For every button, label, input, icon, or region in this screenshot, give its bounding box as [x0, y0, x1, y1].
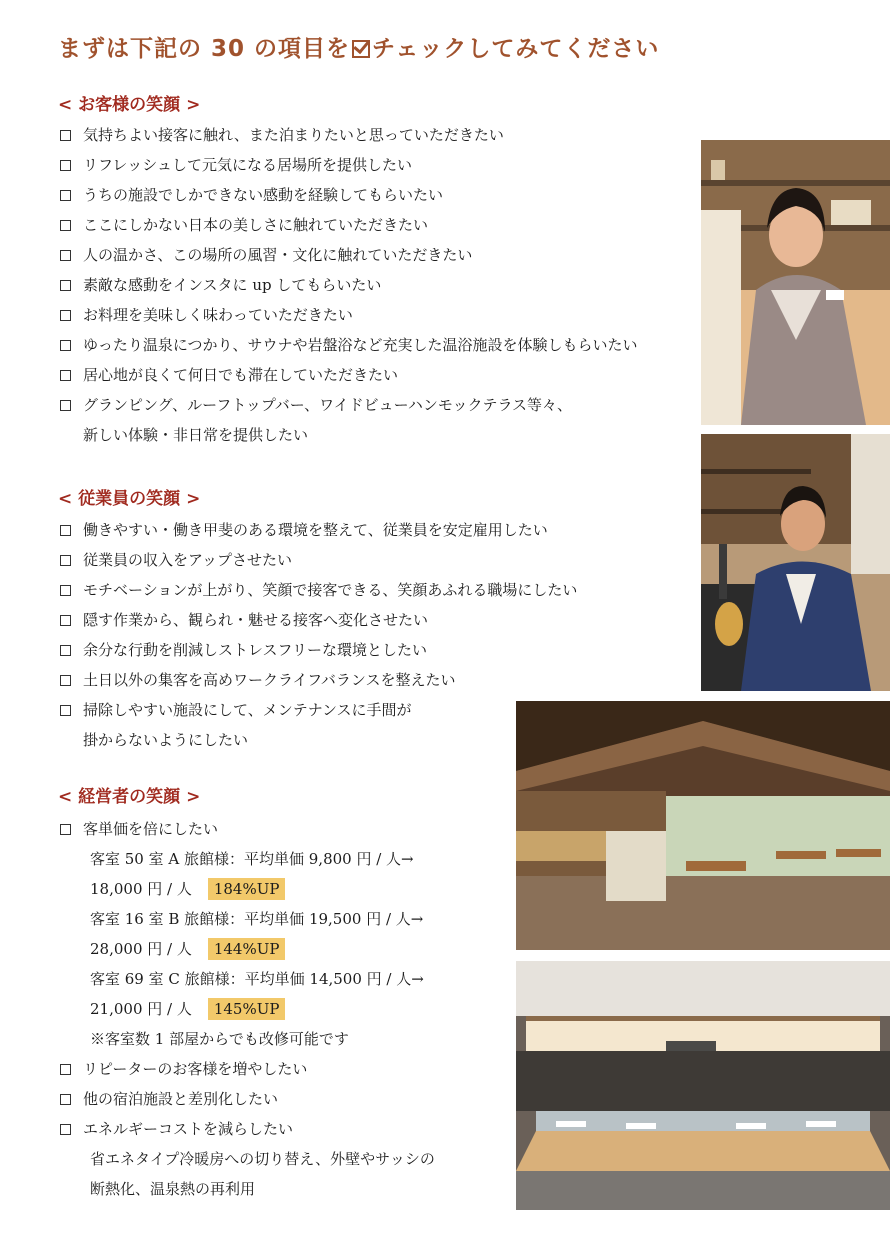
checklist-item[interactable]	[60, 1054, 307, 1084]
checkbox-icon[interactable]	[60, 615, 71, 626]
checklist-item[interactable]	[60, 1084, 278, 1114]
checklist-item[interactable]	[60, 695, 412, 725]
checklist-item[interactable]	[60, 814, 218, 844]
checklist-item-label: 従業員の収入をアップさせたい	[83, 551, 292, 569]
checkbox-icon[interactable]	[60, 824, 71, 835]
checklist-item-label: うちの施設でしかできない感動を経験してもらいたい	[83, 186, 444, 204]
checklist-item[interactable]	[60, 575, 577, 605]
checklist-item-label: お料理を美味しく味わっていただきたい	[83, 306, 353, 324]
checkbox-icon[interactable]	[60, 1124, 71, 1135]
checklist-item-label: エネルギーコストを減らしたい	[83, 1120, 294, 1138]
case-result-price: 21,000 円 / 人	[90, 1000, 192, 1018]
checkbox-icon[interactable]	[60, 645, 71, 656]
section-heading-guests: < お客様の笑顔 >	[58, 95, 201, 115]
checklist-item-label: 余分な行動を削減しストレスフリーな環境としたい	[83, 641, 427, 659]
case-result	[90, 874, 285, 904]
checklist-item[interactable]	[60, 665, 455, 695]
checklist-item-label: リフレッシュして元気になる居場所を提供したい	[83, 156, 412, 174]
checklist-item-label: 素敵な感動をインスタに up してもらいたい	[83, 276, 382, 294]
checklist-item[interactable]	[60, 210, 428, 240]
checkbox-icon[interactable]	[60, 370, 71, 381]
checkbox-icon[interactable]	[60, 340, 71, 351]
checklist-item-label: 客単価を倍にしたい	[83, 820, 219, 838]
staff-man-photo	[701, 434, 890, 691]
checkbox-icon[interactable]	[60, 160, 71, 171]
checklist-item[interactable]	[60, 180, 443, 210]
checklist-item-label: ゆったり温泉につかり、サウナや岩盤浴など充実した温浴施設を体験しもらいたい	[83, 336, 638, 354]
case-result	[90, 994, 285, 1024]
checkbox-icon[interactable]	[60, 675, 71, 686]
checklist-item-label: 他の宿泊施設と差別化したい	[83, 1090, 279, 1108]
checklist-item[interactable]	[60, 635, 427, 665]
checkbox-icon[interactable]	[60, 220, 71, 231]
checkbox-icon[interactable]	[60, 585, 71, 596]
checklist-item-continuation: 掛からないようにしたい	[83, 731, 249, 749]
checklist-item[interactable]	[60, 1114, 293, 1144]
checklist-item[interactable]	[60, 605, 428, 635]
title-text-before: まずは下記の 30 の項目を	[58, 36, 351, 62]
note: ※客室数 1 部屋からでも改修可能です	[90, 1030, 349, 1048]
checklist-item-label: グランピング、ルーフトップバー、ワイドビューハンモックテラス等々、	[83, 396, 573, 414]
sub-line: 省エネタイプ冷暖房への切り替え、外壁やサッシの	[90, 1150, 435, 1168]
checkbox-icon[interactable]	[60, 1064, 71, 1075]
section-heading-staff: < 従業員の笑顔 >	[58, 489, 201, 509]
section-heading-owner: < 経営者の笑顔 >	[58, 787, 201, 807]
title-text-after: チェックしてみてください	[372, 36, 660, 62]
case-result	[90, 934, 285, 964]
case-result-price: 28,000 円 / 人	[90, 940, 192, 958]
checklist-item-label: 人の温かさ、この場所の風習・文化に触れていただきたい	[83, 246, 473, 264]
checkbox-icon[interactable]	[60, 310, 71, 321]
checklist-item-label: ここにしかない日本の美しさに触れていただきたい	[83, 216, 429, 234]
checkbox-icon[interactable]	[60, 130, 71, 141]
case-line: 客室 69 室 C 旅館様：平均単価 14,500 円 / 人→	[90, 970, 424, 988]
checklist-item-continuation: 新しい体験・非日常を提供したい	[83, 426, 309, 444]
buffet-counter-photo	[516, 961, 890, 1210]
checklist-item[interactable]	[60, 360, 398, 390]
case-line: 客室 16 室 B 旅館様：平均単価 19,500 円 / 人→	[90, 910, 424, 928]
checklist-item[interactable]	[60, 300, 353, 330]
page-title	[58, 30, 659, 63]
checklist-item-label: モチベーションが上がり、笑顔で接客できる、笑顔あふれる職場にしたい	[83, 581, 578, 599]
checklist-item[interactable]	[60, 120, 504, 150]
checklist-item[interactable]	[60, 270, 381, 300]
checklist-item-label: 働きやすい・働き甲斐のある環境を整えて、従業員を安定雇用したい	[83, 521, 548, 539]
checklist-item-label: 隠す作業から、観られ・魅せる接客へ変化させたい	[83, 611, 429, 629]
checklist-item[interactable]	[60, 330, 638, 360]
checkbox-icon[interactable]	[60, 525, 71, 536]
checkbox-icon[interactable]	[60, 190, 71, 201]
dining-hall-photo	[516, 701, 890, 950]
checkbox-icon[interactable]	[60, 555, 71, 566]
staff-woman-photo	[701, 140, 890, 425]
checklist-item-label: 居心地が良くて何日でも滞在していただきたい	[83, 366, 399, 384]
checklist-item-label: リピーターのお客様を増やしたい	[83, 1060, 308, 1078]
checkbox-icon[interactable]	[60, 250, 71, 261]
checkbox-checked-icon	[352, 40, 370, 58]
sub-line: 断熱化、温泉熱の再利用	[90, 1180, 256, 1198]
checklist-item[interactable]	[60, 150, 412, 180]
checkbox-icon[interactable]	[60, 280, 71, 291]
checklist-item-label: 気持ちよい接客に触れ、また泊まりたいと思っていただきたい	[83, 126, 504, 144]
checklist-item[interactable]	[60, 545, 292, 575]
checkbox-icon[interactable]	[60, 705, 71, 716]
checklist-item-label: 土日以外の集客を高めワークライフバランスを整えたい	[83, 671, 456, 689]
case-line: 客室 50 室 A 旅館様：平均単価 9,800 円 / 人→	[90, 850, 414, 868]
checkbox-icon[interactable]	[60, 400, 71, 411]
checkbox-icon[interactable]	[60, 1094, 71, 1105]
case-result-price: 18,000 円 / 人	[90, 880, 192, 898]
checklist-item[interactable]	[60, 240, 472, 270]
increase-badge: 144%UP	[208, 938, 286, 960]
increase-badge: 184%UP	[208, 878, 286, 900]
checklist-item[interactable]	[60, 390, 572, 420]
checklist-item[interactable]	[60, 515, 548, 545]
checklist-item-label: 掃除しやすい施設にして、メンテナンスに手間が	[83, 701, 412, 719]
increase-badge: 145%UP	[208, 998, 286, 1020]
